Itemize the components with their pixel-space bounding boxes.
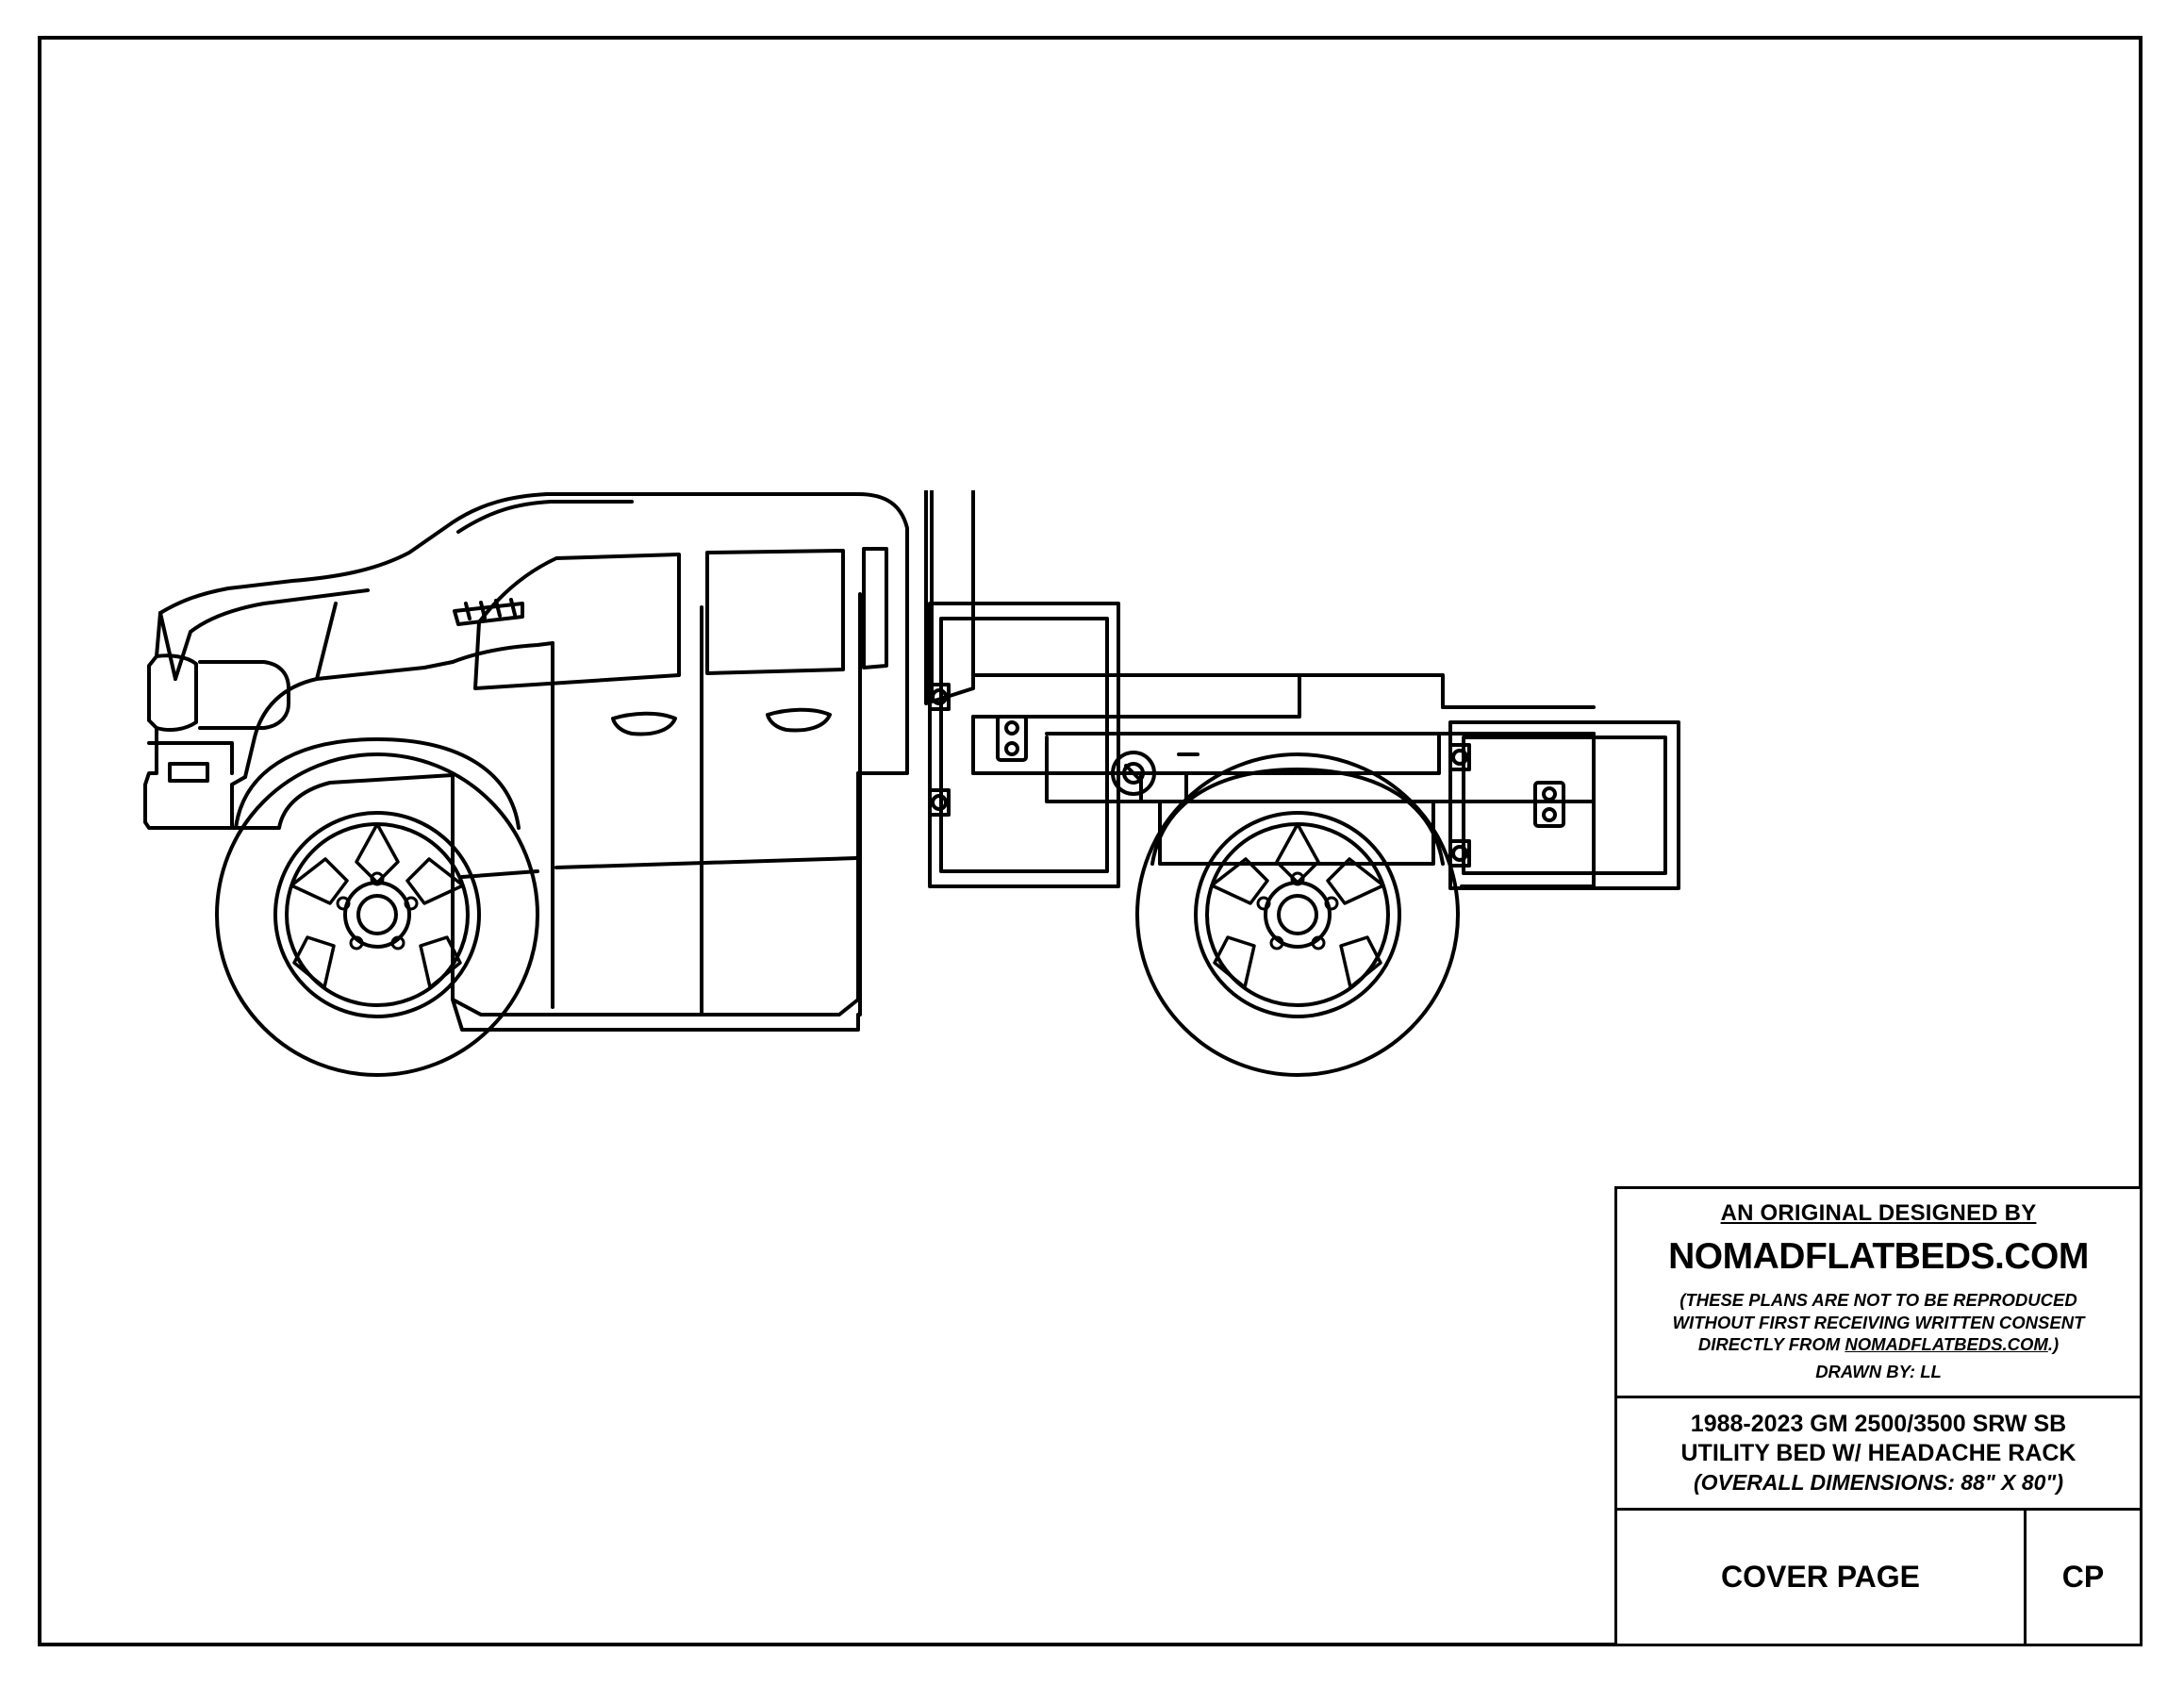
brand-name: NOMADFLATBEDS.COM: [1668, 1236, 2089, 1277]
title-block-footer: [1617, 1511, 2140, 1644]
page-code: CP: [2061, 1560, 2105, 1595]
title-block: [1614, 1186, 2143, 1646]
designed-by-label: AN ORIGINAL DESIGNED BY: [1720, 1200, 2037, 1226]
legal-line-2: WITHOUT FIRST RECEIVING WRITTEN CONSENT: [1672, 1312, 2085, 1332]
utility-bed: [926, 490, 1594, 886]
front-tool-box: [930, 603, 1118, 886]
cab-windows: [475, 549, 886, 688]
truck-side-elevation-drawing: [141, 490, 2046, 1188]
title-block-credit-section: [1617, 1189, 2140, 1398]
product-line-2: UTILITY BED W/ HEADACHE RACK: [1680, 1440, 2076, 1467]
rear-tool-box: [1450, 722, 1679, 888]
legal-line-3: [1625, 1333, 2132, 1356]
title-block-product-section: [1617, 1398, 2140, 1511]
legal-line-3-link: NOMADFLATBEDS.COM: [1845, 1334, 2048, 1355]
front-wheel: [217, 739, 538, 1075]
legal-line-3-suffix: .): [2047, 1334, 2060, 1355]
front-fender: [175, 590, 522, 828]
drawn-by-label: DRAWN BY: LL: [1815, 1362, 1942, 1382]
overall-dimensions: (OVERALL DIMENSIONS: 88" X 80"): [1693, 1469, 2063, 1495]
legal-line-3-prefix: DIRECTLY FROM: [1697, 1334, 1845, 1355]
legal-notice: [1625, 1289, 2132, 1356]
product-line-1: 1988-2023 GM 2500/3500 SRW SB: [1690, 1411, 2067, 1438]
page-name: COVER PAGE: [1617, 1511, 2027, 1644]
legal-line-1: (THESE PLANS ARE NOT TO BE REPRODUCED: [1679, 1290, 2077, 1310]
